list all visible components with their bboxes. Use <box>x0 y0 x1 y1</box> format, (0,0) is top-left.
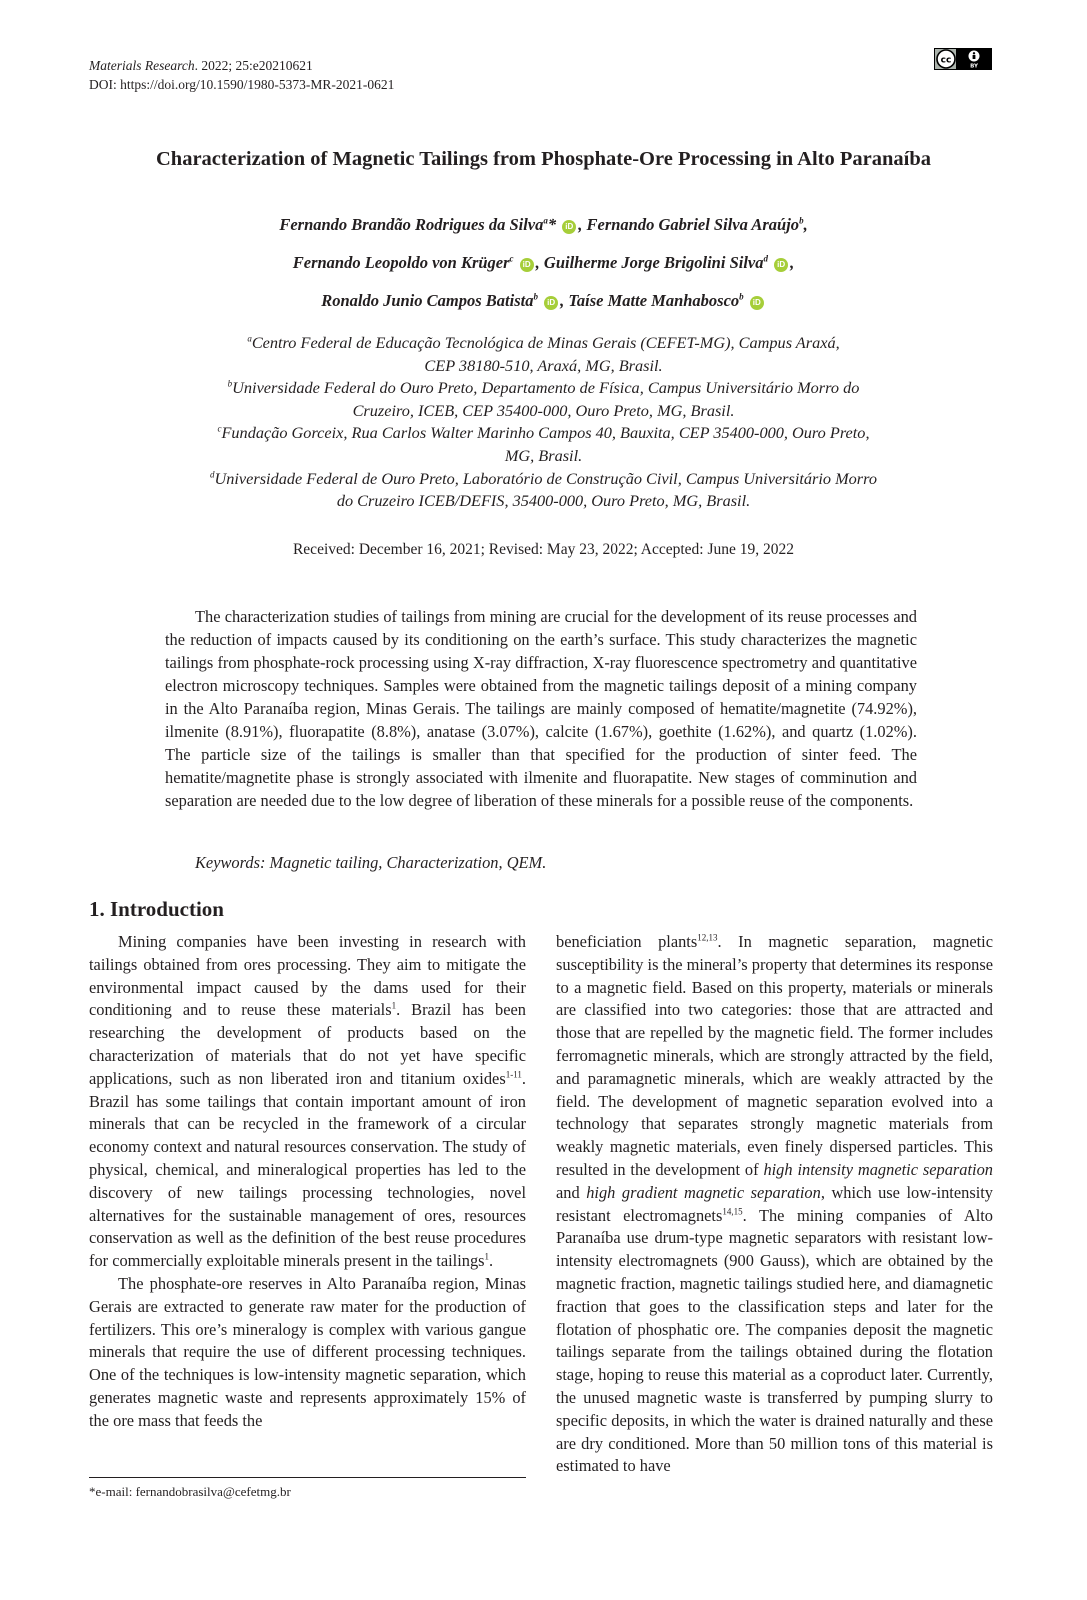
citation[interactable]: 14,15 <box>722 1206 743 1217</box>
author-line-3 <box>0 282 1087 320</box>
author-name: Fernando Leopoldo von Krüger <box>292 253 510 272</box>
affiliation-item-cont: MG, Brasil. <box>504 445 583 465</box>
keywords: Keywords: Magnetic tailing, Characterization, QEM. <box>195 853 547 872</box>
journal-citation <box>89 56 394 94</box>
received-dates: Received: December 16, 2021; Revised: May 23, 2022; Accepted: June 19, 2022 <box>292 541 795 558</box>
author-line-1 <box>0 206 1087 244</box>
emphasis: high intensity magnetic separation <box>763 1159 993 1179</box>
author-name: Taíse Matte Manhabosco <box>568 291 740 310</box>
affiliation-item-cont: do Cruzeiro ICEB/DEFIS, 35400-000, Ouro Preto, MG, Brasil. <box>336 491 751 511</box>
affiliation-mark: a <box>543 215 548 226</box>
author-name: Guilherme Jorge Brigolini Silva <box>543 253 764 272</box>
paragraph: Mining companies have been investing in research with tailings obtained from ores processing. They aim to mitigate the environmental impact caused by the dams used for their conditioning and to reuse these materials$^1$. Brazil has been researching the development of products based on the characterization of materials that do not yet have specific applications, such as non liberated iron and titanium oxides$^{1-11}$. Brazil has some tailings that contain important amount of iron minerals that can be recycled in the framework of a circular economy context and natural resources conservation. The study of physical, chemical, and mineralogical properties has led to the discovery of new tailings processing technologies, novel alternatives for the sustainable management of ores, resources conservation as well as the definition of the best reuse procedures for commercially exploitable minerals present in the tailings$^1$. <box>89 932 526 1271</box>
corresponding-mark: * <box>547 215 557 234</box>
orcid-icon[interactable]: iD <box>520 258 534 272</box>
affiliation-mark: b <box>799 215 804 226</box>
journal-volume: . 2022; 25:e20210621 <box>194 58 313 73</box>
footnote-email[interactable]: *e-mail: fernandobrasilva@cefetmg.br <box>89 1484 291 1499</box>
left-column <box>89 931 526 1433</box>
affiliation-mark: d <box>763 253 768 264</box>
separator: , <box>578 215 587 234</box>
doi-link[interactable]: DOI: https://doi.org/10.1590/1980-5373-MR-2021-0621 <box>89 77 395 92</box>
svg-text:cc: cc <box>940 55 952 66</box>
author-line-2 <box>0 244 1087 282</box>
separator: , <box>560 291 569 310</box>
journal-name: Materials Research <box>89 58 195 73</box>
citation[interactable]: 12,13 <box>697 932 718 943</box>
affiliations <box>0 332 1087 513</box>
orcid-icon[interactable]: iD <box>774 258 788 272</box>
svg-text:BY: BY <box>970 63 978 70</box>
affiliation-item: $^d$Universidade Federal de Ouro Preto, Laboratório de Construção Civil, Campus Universitário Morro <box>209 468 878 488</box>
footnote-divider <box>89 1477 526 1478</box>
author-name: Fernando Brandão Rodrigues da Silva <box>279 215 544 234</box>
section-heading: 1. Introduction <box>89 897 224 921</box>
citation[interactable]: 1 <box>391 1000 397 1011</box>
orcid-icon[interactable]: iD <box>562 220 576 234</box>
affiliation-mark: b <box>533 291 538 302</box>
paragraph: The phosphate-ore reserves in Alto Paranaíba region, Minas Gerais are extracted to generate raw mater for the production of fertilizers. This ore’s mineralogy is complex with various gangue minerals that require the use of different processing techniques. One of the techniques is low-intensity magnetic separation, which generates magnetic waste and represents approximately 15% of the ore mass that feeds the <box>89 1273 526 1430</box>
separator: , <box>790 253 795 272</box>
citation[interactable]: 1 <box>484 1251 490 1262</box>
orcid-icon[interactable]: iD <box>750 296 764 310</box>
author-list <box>0 206 1087 320</box>
abstract: The characterization studies of tailings from mining are crucial for the development of its reuse processes and the reduction of impacts caused by its conditioning on the earth’s surface. This study characterizes the magnetic tailings from phosphate-rock processing using X-ray diffraction, X-ray fluorescence spectrometry and quantitative electron microscopy techniques. Samples were obtained from the magnetic tailings deposit of a mining company in the Alto Paranaíba region, Minas Gerais. The tailings are mainly composed of hematite/magnetite (74.92%), ilmenite (8.91%), fluorapatite (8.8%), anatase (3.07%), calcite (1.67%), goethite (1.62%), and quartz (1.02%). The particle size of the tailings is smaller than that specified for the production of sinter feed. The hematite/magnetite phase is strongly associated with ilmenite and fluorapatite. New stages of comminution and separation are needed due to the low degree of liberation of these minerals for a possible reuse of the components. <box>165 607 917 810</box>
paper-title: Characterization of Magnetic Tailings from Phosphate-Ore Processing in Alto Paranaíba <box>156 148 931 170</box>
affiliation-mark: b <box>739 291 744 302</box>
separator: , <box>803 215 808 234</box>
affiliation-item-cont: CEP 38180-510, Araxá, MG, Brasil. <box>424 355 663 375</box>
affiliation-item: $^c$Fundação Gorceix, Rua Carlos Walter Marinho Campos 40, Bauxita, CEP 35400-000, Ouro Preto, <box>217 423 870 443</box>
affiliation-item: $^b$Universidade Federal do Ouro Preto, Departamento de Física, Campus Universitário Morro do <box>227 378 860 398</box>
affiliation-item: $^a$Centro Federal de Educação Tecnológica de Minas Gerais (CEFET-MG), Campus Araxá, <box>247 333 840 352</box>
citation[interactable]: 1-11 <box>505 1069 522 1080</box>
affiliation-item-cont: Cruzeiro, ICEB, CEP 35400-000, Ouro Preto, MG, Brasil. <box>352 400 735 420</box>
emphasis: high gradient magnetic separation <box>586 1182 821 1202</box>
cc-by-icon[interactable] <box>934 48 992 70</box>
paragraph: beneficiation plants$^{12,13}$. In magnetic separation, magnetic susceptibility is the mineral’s property that determines its response to a magnetic field. Based on this property, materials or minerals are classified into two categories: those that are attracted and those that are repelled by the magnetic field. The former includes ferromagnetic minerals, which are strongly attracted by the field, and paramagnetic minerals, which are weakly attracted by the field. The development of magnetic separation evolved into a technology that separates strongly magnetic materials from weakly magnetic materials, even finely dispersed particles. This resulted in the development of high intensity magnetic separation and high gradient magnetic separation, which use low-intensity resistant electromagnets$^{14,15}$. The mining companies of Alto Paranaíba use drum-type magnetic separators with resistant low-intensity electromagnets (900 Gauss), which are obtained by the magnetic fraction, magnetic tailings studied here, and diamagnetic fraction that goes to the classification steps and later for the flotation of phosphatic ore. The companies deposit the magnetic tailings separate from the tailings obtained during the flotation stage, hoping to reuse this material as a coproduct later. Currently, the unused magnetic waste is transferred by pumping slurry to specific deposits, in which the water is drained naturally and these are dry conditioned. More than 50 million tons of this material is estimated to have <box>556 932 994 1476</box>
affiliation-mark: c <box>509 253 514 264</box>
author-name: Fernando Gabriel Silva Araújo <box>586 215 800 234</box>
orcid-icon[interactable]: iD <box>544 296 558 310</box>
separator: , <box>535 253 544 272</box>
right-column <box>556 931 993 1478</box>
author-name: Ronaldo Junio Campos Batista <box>321 291 534 310</box>
